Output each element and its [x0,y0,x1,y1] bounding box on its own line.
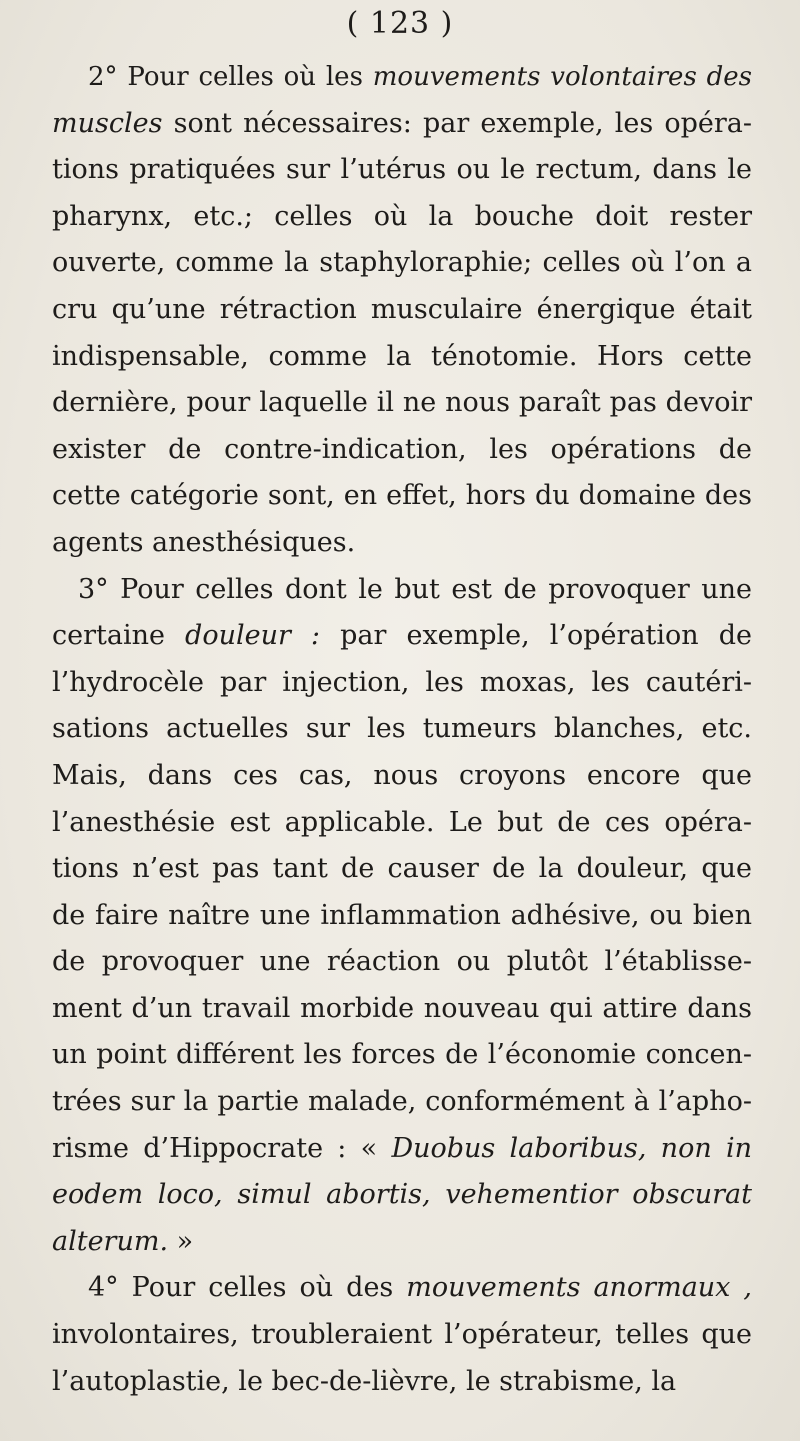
text-line [52,753,752,800]
text-line [52,800,752,847]
text-segment: trées sur la partie malade, conformément à l’apho- [52,1086,752,1118]
text-line [52,287,752,334]
text-line [52,520,752,567]
text-segment: sations actuelles sur les tumeurs blanches, etc. [52,713,752,745]
text-line [52,1219,752,1266]
text-line [52,1312,752,1359]
text-line [52,54,752,101]
text-line [52,939,752,986]
text-line [52,567,752,614]
text-segment: » [168,1225,194,1257]
text-line [52,846,752,893]
italic-segment: Duobus laboribus, non in [391,1132,752,1164]
text-segment: pharynx, etc.; celles où la bouche doit rester [52,200,752,232]
text-segment: 3° Pour celles dont le but est de provoquer une [78,573,752,605]
text-line [52,194,752,241]
text-segment: tions n’est pas tant de causer de la douleur, que [52,853,752,885]
text-line [52,893,752,940]
text-segment: exister de contre-indication, les opérations de [52,433,752,465]
italic-segment: muscles [52,107,163,139]
text-line [52,1126,752,1173]
text-line [52,334,752,381]
italic-segment: mouvements anormaux , [406,1272,752,1304]
text-segment: agents anesthésiques. [52,526,356,558]
text-line [52,613,752,660]
text-line [52,660,752,707]
text-line [52,986,752,1033]
text-line [52,1172,752,1219]
text-segment: cette catégorie sont, en effet, hors du domaine des [52,480,752,512]
text-segment: 2° Pour celles où les [88,62,373,92]
text-line [52,1032,752,1079]
text-segment: indispensable, comme la ténotomie. Hors cette [52,340,752,372]
text-segment: de provoquer une réaction ou plutôt l’établisse- [52,946,752,978]
text-segment: 4° Pour celles où des [88,1272,407,1304]
text-segment: l’hydrocèle par injection, les moxas, les cautéri- [52,666,752,698]
text-segment: dernière, pour laquelle il ne nous paraît pas devoir [52,387,752,419]
page-number: ( 123 ) [346,6,454,41]
text-segment: l’anesthésie est applicable. Le but de ces opéra- [52,806,752,838]
text-segment: un point différent les forces de l’économie concen- [52,1039,752,1071]
text-line [52,1359,752,1406]
text-segment: involontaires, troubleraient l’opérateur, telles que [52,1319,752,1351]
text-line [52,147,752,194]
text-segment: l’autoplastie, le bec-de-lièvre, le strabisme, la [52,1365,677,1397]
text-line [52,427,752,474]
text-line [52,240,752,287]
italic-segment: alterum. [52,1225,169,1257]
text-segment: par exemple, l’opération de [320,620,752,652]
text-line [52,1265,752,1312]
text-line [52,1079,752,1126]
italic-segment: mouvements volontaires des [372,62,752,92]
text-segment: sont nécessaires: par exemple, les opéra- [162,107,752,139]
text-segment: Mais, dans ces cas, nous croyons encore que [52,759,752,791]
text-segment: ouverte, comme la staphyloraphie; celles où l’on a [52,247,752,279]
text-segment: de faire naître une inflammation adhésive, ou bien [52,899,752,931]
body-text [52,54,752,1405]
text-line [52,101,752,148]
text-segment: tions pratiquées sur l’utérus ou le rectum, dans le [52,154,752,186]
text-line [52,380,752,427]
text-segment: cru qu’une rétraction musculaire énergique était [52,293,752,325]
text-segment: certaine [52,620,186,652]
text-line [52,706,752,753]
text-segment: risme d’Hippocrate : « [52,1132,392,1164]
italic-segment: douleur : [185,620,321,652]
italic-segment: eodem loco, simul abortis, vehementior obscurat [52,1179,752,1211]
text-segment: ment d’un travail morbide nouveau qui attire dans [52,992,752,1024]
text-line [52,473,752,520]
